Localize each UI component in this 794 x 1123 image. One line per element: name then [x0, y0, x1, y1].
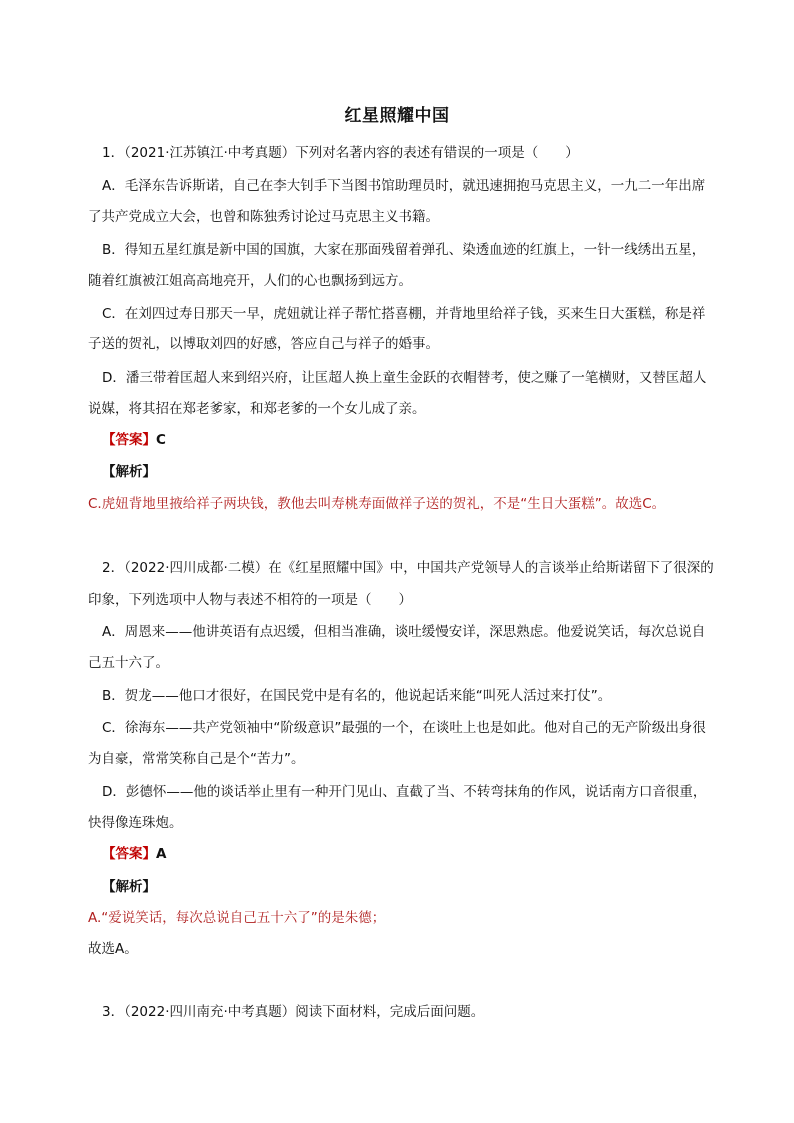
page-title: 红星照耀中国 — [344, 106, 450, 126]
answer-tag: 【答案】 — [102, 846, 156, 862]
question-2-option-d-line1: D．彭德怀——他的谈话举止里有一种开门见山、直截了当、不转弯抹角的作风，说话南方口音很重， — [102, 784, 707, 800]
question-1-answer — [102, 429, 166, 451]
question-2-stem-line1: 2．（2022·四川成都·二模）在《红星照耀中国》中，中国共产党领导人的言谈举止给斯诺留下了很深的 — [102, 560, 714, 576]
question-1-analysis-tag: 【解析】 — [102, 464, 156, 480]
answer-value: A — [156, 846, 167, 862]
question-2-option-a-line1: A．周恩来——他讲英语有点迟缓，但相当准确，谈吐缓慢安详，深思熟虑。他爱说笑话，每次总说自 — [102, 624, 706, 640]
question-2-analysis-conclusion: 故选A。 — [88, 941, 138, 957]
answer-tag: 【答案】 — [102, 432, 156, 448]
question-1-option-d-line2: 说媒，将其招在郑老爹家，和郑老爹的一个女儿成了亲。 — [88, 401, 426, 417]
question-1-option-b-line2: 随着红旗被江姐高高地亮开，人们的心也飘扬到远方。 — [88, 273, 412, 289]
question-3-stem: 3．（2022·四川南充·中考真题）阅读下面材料，完成后面问题。 — [102, 1004, 485, 1020]
question-2-answer — [102, 843, 166, 865]
answer-value: C — [156, 432, 166, 448]
question-1-option-c-line1: C．在刘四过寿日那天一早，虎妞就让祥子帮忙搭喜棚，并背地里给祥子钱，买来生日大蛋糕，称是祥 — [102, 306, 706, 322]
question-2-option-d-line2: 快得像连珠炮。 — [88, 815, 183, 831]
question-1-option-a-line2: 了共产党成立大会，也曾和陈独秀讨论过马克思主义书籍。 — [88, 209, 439, 225]
question-2-option-b-line1: B．贺龙——他口才很好，在国民党中是有名的，他说起话来能“叫死人活过来打仗”。 — [102, 688, 612, 704]
question-1-option-c-line2: 子送的贺礼，以博取刘四的好感，答应自己与祥子的婚事。 — [88, 336, 439, 352]
question-2-option-a-line2: 己五十六了。 — [88, 655, 169, 671]
question-1-option-b-line1: B．得知五星红旗是新中国的国旗，大家在那面残留着弹孔、染透血迹的红旗上，一针一线绣出五星， — [102, 242, 706, 258]
question-2-option-c-line1: C．徐海东——共产党领袖中“阶级意识”最强的一个，在谈吐上也是如此。他对自己的无产阶级出身很 — [102, 720, 706, 736]
question-1-analysis-text: C.虎妞背地里掖给祥子两块钱，教他去叫寿桃寿面做祥子送的贺礼，不是“生日大蛋糕”。故选C。 — [88, 496, 666, 512]
question-2-analysis-text: A.“爱说笑话，每次总说自己五十六了”的是朱德； — [88, 910, 386, 926]
question-2-option-c-line2: 为自豪，常常笑称自己是个“苦力”。 — [88, 751, 305, 767]
question-1-option-d-line1: D．潘三带着匡超人来到绍兴府，让匡超人换上童生金跃的衣帽替考，使之赚了一笔横财，又替匡超人 — [102, 370, 707, 386]
question-1-option-a-line1: A．毛泽东告诉斯诺，自己在李大钊手下当图书馆助理员时，就迅速拥抱马克思主义，一九二一年出席 — [102, 178, 706, 194]
question-1-stem: 1．（2021·江苏镇江·中考真题）下列对名著内容的表述有错误的一项是（ ） — [102, 145, 579, 161]
question-2-stem-line2: 印象，下列选项中人物与表述不相符的一项是（ ） — [88, 592, 412, 608]
question-2-analysis-tag: 【解析】 — [102, 879, 156, 895]
